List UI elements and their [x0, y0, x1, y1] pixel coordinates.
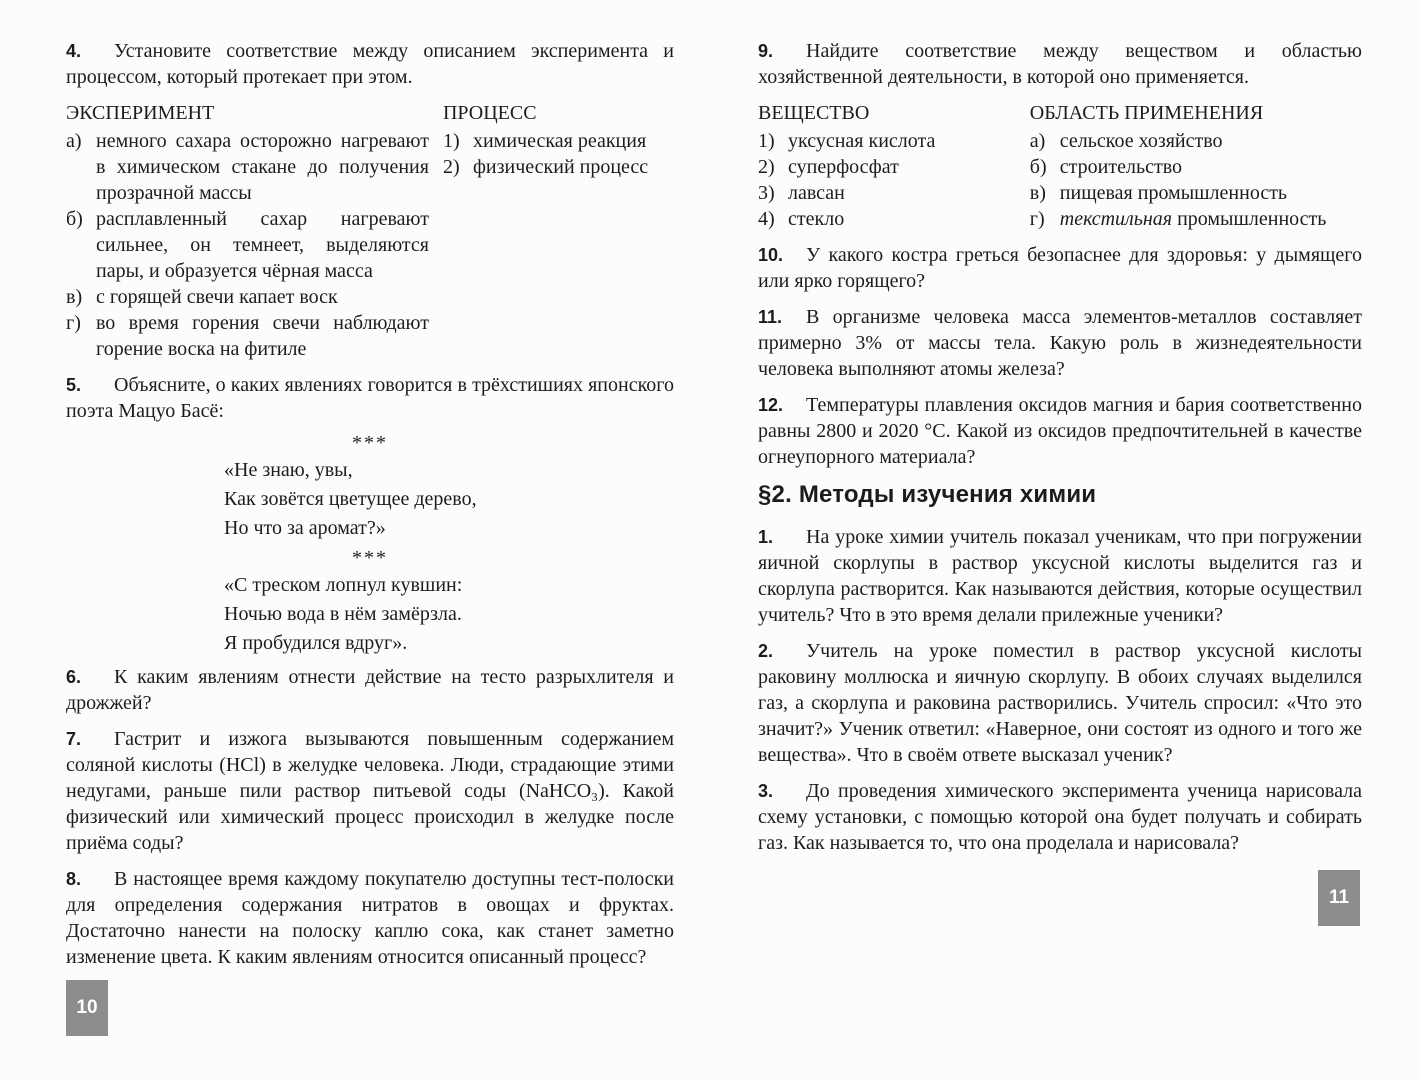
page-right: [758, 38, 1362, 926]
page-left: [66, 38, 674, 1036]
list-item: [1030, 180, 1362, 206]
question-10: [758, 242, 1362, 294]
question-9-number: 9.: [758, 41, 774, 61]
question-8-text: В настоящее время каждому покупателю доступны тест-полоски для определения содержания нитратов в овощах и фруктах. Достаточно нанести на полоску каплю сока, как станет заметно изменение цвета. К каким явлениям относится описанный процесс?: [66, 868, 674, 968]
section2-question-2-text: Учитель на уроке поместил в раствор уксусной кислоты раковину моллюска и яичную скорлупу. В обоих случаях выделился газ, а скорлупа и раковина растворились. Учитель спросил: «Что это значит?» Ученик ответил: «Наверное, они состоят из одного и того же вещества». Что в своём ответе высказал ученик?: [758, 640, 1362, 766]
item-text: пищевая промышленность: [1059, 182, 1288, 204]
page-number-badge: 11: [1318, 870, 1360, 926]
question-10-number: 10.: [758, 245, 784, 265]
item-label: в): [66, 286, 83, 308]
question-5-text: Объясните, о каких явлениях говорится в трёхстишиях японского поэта Мацуо Басё:: [66, 374, 674, 422]
match-table-experiment-process: [66, 100, 674, 362]
list-item: [66, 310, 429, 362]
list-item: [443, 154, 674, 180]
section2-question-3: [758, 778, 1362, 856]
question-5: [66, 372, 674, 424]
item-label: 2): [758, 156, 775, 178]
page-number-badge: 10: [66, 980, 108, 1036]
list-item: [758, 206, 1020, 232]
item-text: уксусная кислота: [788, 130, 936, 152]
haiku-divider: ***: [352, 432, 388, 454]
question-9: [758, 38, 1362, 90]
question-5-number: 5.: [66, 375, 82, 395]
item-label: г): [1029, 208, 1045, 230]
item-label: 3): [758, 182, 775, 204]
question-9-text: Найдите соответствие между веществом и областью хозяйственной деятельности, в которой оно применяется.: [758, 40, 1362, 88]
item-text: расплавленный сахар нагревают сильнее, он темнеет, выделяются пары, и образуется чёрная масса: [96, 208, 429, 282]
question-12-text: Температуры плавления оксидов магния и бария соответственно равны 2800 и 2020 °C. Какой из оксидов предпочтительней в качестве огнеупорного материала?: [758, 394, 1362, 468]
list-item: [443, 128, 674, 154]
match-column-process: [443, 100, 674, 362]
section2-question-3-text: До проведения химического эксперимента ученица нарисовала схему установки, с помощью которой она будет получать и собирать газ. Как называется то, что она проделала и нарисовала?: [758, 780, 1362, 854]
item-text-rest: промышленность: [1172, 208, 1327, 230]
question-7-number: 7.: [66, 729, 82, 749]
list-item: [1030, 206, 1362, 232]
item-text: [1060, 206, 1362, 232]
item-text: с горящей свечи капает воск: [96, 286, 338, 308]
section2-question-1-text: На уроке химии учитель показал ученикам, что при погружении яичной скорлупы в раствор уксусной кислоты выделится газ и скорлупа растворится. Как называются действия, которые осуществил учитель? Что в это время делали прилежные ученики?: [758, 526, 1362, 626]
item-label: 1): [442, 130, 460, 152]
item-text: химическая реакция: [472, 130, 647, 152]
section2-question-2-number: 2.: [758, 641, 774, 661]
question-7-text: Гастрит и изжога вызываются повышенным содержанием соляной кислоты (HCl) в желудке человека. Люди, страдающие этими недугами, раньше пили раствор питьевой соды (NaHCO₃). Какой физический или химический процесс происходил в желудке после приёма соды?: [66, 728, 674, 854]
haiku-2: [224, 571, 674, 658]
item-text: во время горения свечи наблюдают горение воска на фитиле: [96, 312, 429, 360]
haiku-1: [224, 456, 674, 543]
question-12-number: 12.: [758, 395, 784, 415]
item-label: б): [66, 208, 83, 230]
item-text-italic: текстильная: [1059, 208, 1173, 230]
item-label: 4): [758, 208, 775, 230]
match-column-substance: [758, 100, 1030, 232]
question-6-text: К каким явлениям отнести действие на тесто разрыхлителя и дрожжей?: [66, 666, 674, 714]
item-text: сельское хозяйство: [1059, 130, 1223, 152]
list-item: [66, 284, 429, 310]
question-11-text: В организме человека масса элементов-металлов составляет примерно 3% от массы тела. Какую роль в жизнедеятельности человека выполняют атомы железа?: [758, 306, 1362, 380]
item-text: физический процесс: [472, 156, 649, 178]
list-item: [758, 154, 1020, 180]
list-item: [758, 128, 1020, 154]
haiku-line: «Не знаю, увы,: [224, 459, 353, 481]
question-10-text: У какого костра греться безопаснее для здоровья: у дымящего или ярко горящего?: [758, 244, 1362, 292]
haiku-line: Но что за аромат?»: [224, 517, 386, 539]
haiku-line: Ночью вода в нём замёрзла.: [224, 603, 462, 625]
question-6: [66, 664, 674, 716]
page-footer-right: [758, 870, 1362, 926]
haiku-line: «С треском лопнул кувшин:: [224, 574, 463, 596]
list-item: [758, 180, 1020, 206]
item-text: лавсан: [788, 182, 845, 204]
section2-question-3-number: 3.: [758, 781, 774, 801]
question-8-number: 8.: [66, 869, 82, 889]
section2-question-1-number: 1.: [758, 527, 774, 547]
question-12: [758, 392, 1362, 470]
list-item: [1030, 154, 1362, 180]
list-item: [1030, 128, 1362, 154]
item-label: в): [1029, 182, 1046, 204]
question-4-text: Установите соответствие между описанием эксперимента и процессом, который протекает при этом.: [66, 40, 674, 88]
item-text: строительство: [1059, 156, 1183, 178]
haiku-line: Как зовётся цветущее дерево,: [224, 488, 477, 510]
question-7: [66, 726, 674, 856]
question-4: [66, 38, 674, 90]
match-column-experiment: [66, 100, 443, 362]
item-label: а): [1029, 130, 1046, 152]
item-text: стекло: [788, 208, 845, 230]
match-header-experiment: ЭКСПЕРИМЕНТ: [66, 102, 215, 124]
match-header-substance: ВЕЩЕСТВО: [758, 102, 870, 124]
item-label: 1): [758, 130, 775, 152]
section-heading: §2. Методы изучения химии: [758, 481, 1097, 508]
list-item: [66, 206, 429, 284]
question-11: [758, 304, 1362, 382]
question-11-number: 11.: [758, 307, 783, 327]
match-table-substance-application: [758, 100, 1362, 232]
question-8: [66, 866, 674, 970]
item-label: 2): [442, 156, 460, 178]
item-label: б): [1029, 156, 1047, 178]
item-label: а): [66, 130, 82, 152]
question-6-number: 6.: [66, 667, 82, 687]
section2-question-1: [758, 524, 1362, 628]
question-4-number: 4.: [66, 41, 82, 61]
item-text: немного сахара осторожно нагревают в химическом стакане до получения прозрачной массы: [96, 130, 429, 204]
haiku-line: Я пробудился вдруг».: [224, 632, 408, 654]
match-column-application: [1030, 100, 1362, 232]
item-text: суперфосфат: [788, 156, 899, 178]
haiku-divider: ***: [352, 547, 388, 569]
match-header-process: ПРОЦЕСС: [442, 102, 537, 124]
page-footer-left: [66, 980, 674, 1036]
item-label: г): [66, 312, 81, 334]
section2-question-2: [758, 638, 1362, 768]
list-item: [66, 128, 429, 206]
match-header-application: ОБЛАСТЬ ПРИМЕНЕНИЯ: [1029, 102, 1264, 124]
